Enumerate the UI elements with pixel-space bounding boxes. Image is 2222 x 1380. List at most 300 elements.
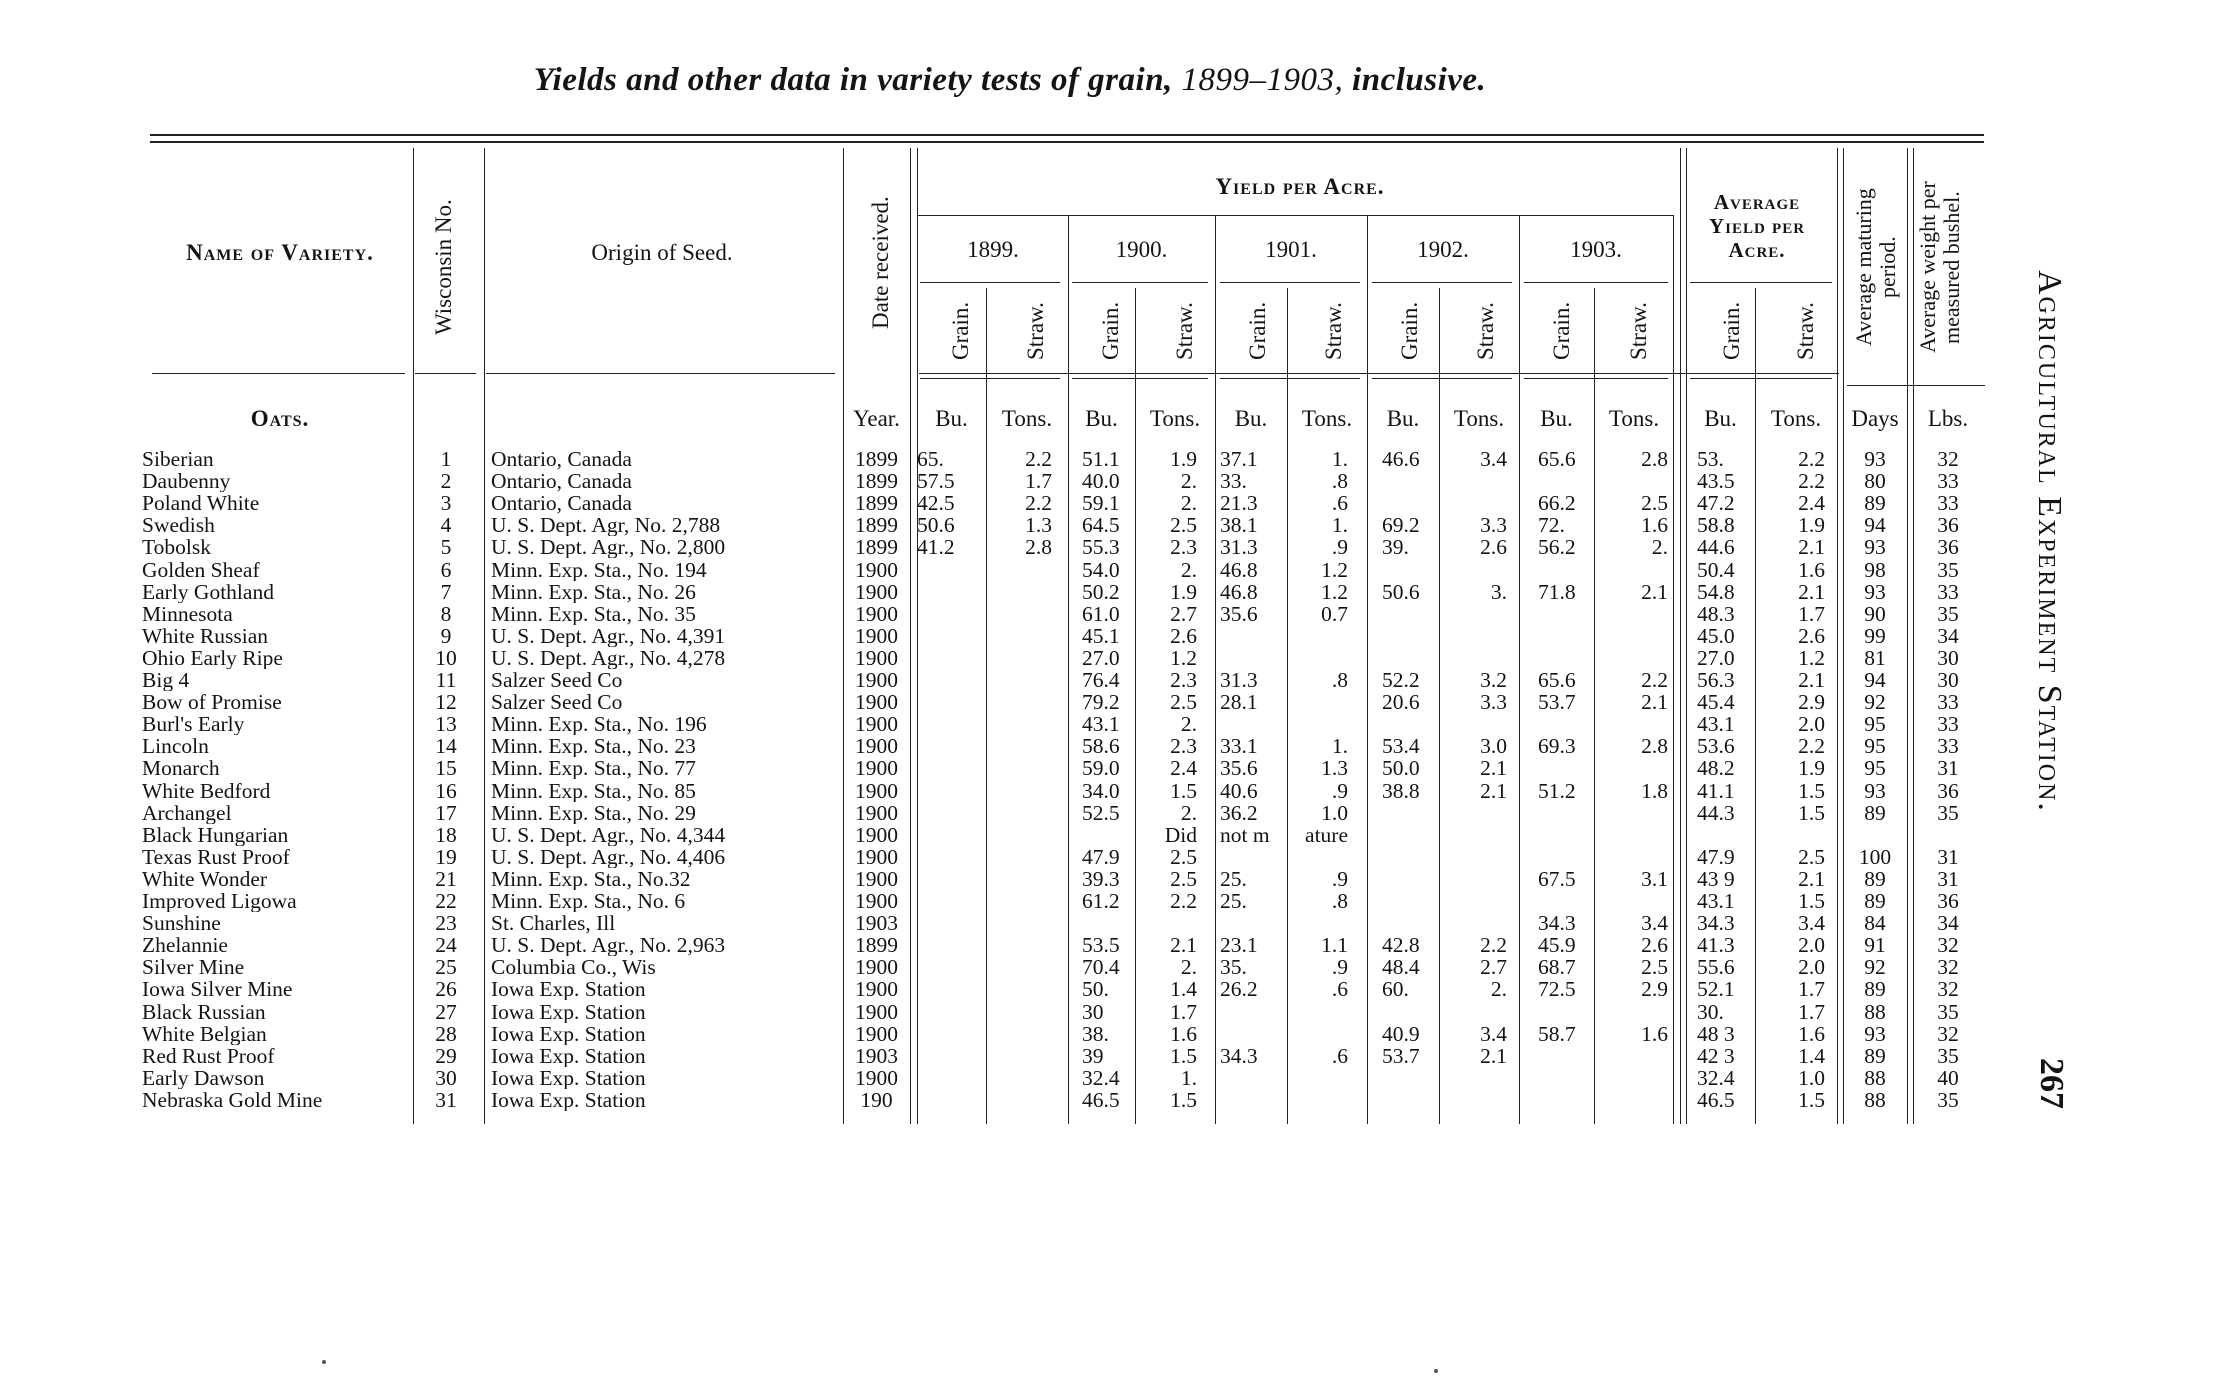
seed-origin: Minn. Exp. Sta., No. 29 [491, 801, 696, 824]
date-received: 1900 [855, 623, 898, 648]
value-cell: 59.1 [1082, 492, 1120, 515]
value-cell: 45.9 [1538, 934, 1576, 957]
seed-origin: Minn. Exp. Sta., No. 26 [491, 580, 696, 603]
value-cell: 43.1 [1082, 713, 1120, 736]
date-received: 1900 [855, 557, 898, 582]
value-cell: 93 [1864, 579, 1886, 604]
value-cell: 88 [1864, 999, 1886, 1024]
seed-origin: Ontario, Canada [491, 492, 632, 515]
variety-name: Iowa Silver Mine [142, 978, 293, 1001]
year-rule [920, 282, 1060, 283]
header-straw: Straw. [1321, 302, 1346, 360]
table-row [0, 735, 2000, 757]
wisconsin-no: 26 [435, 977, 457, 1002]
subcol-rule [1220, 378, 1360, 379]
value-cell: 41.1 [1697, 779, 1735, 802]
value-cell: 43.1 [1697, 713, 1735, 736]
value-cell: .6 [1331, 1043, 1348, 1068]
wisconsin-no: 29 [435, 1043, 457, 1068]
date-received: 1900 [855, 778, 898, 803]
wisconsin-no: 19 [435, 844, 457, 869]
value-cell: 42.5 [917, 492, 955, 515]
value-cell: 33. [1220, 470, 1247, 493]
value-cell: 1.2 [1798, 645, 1825, 670]
value-cell: 48.3 [1697, 602, 1735, 625]
table-row [0, 492, 2000, 514]
value-cell: Did [1164, 822, 1197, 847]
value-cell: 65.6 [1538, 669, 1576, 691]
value-cell: 1.6 [1641, 513, 1668, 538]
date-received: 1900 [855, 1065, 898, 1090]
value-cell: 61.2 [1082, 890, 1120, 912]
seed-origin: St. Charles, Ill [491, 912, 616, 935]
value-cell: 91 [1864, 933, 1886, 958]
value-cell: 55.3 [1082, 536, 1120, 559]
value-cell: 33 [1937, 712, 1959, 737]
variety-name: Swedish [142, 514, 215, 537]
header-grain: Grain. [1719, 301, 1744, 361]
value-cell: 94 [1864, 668, 1886, 692]
value-cell: 35 [1937, 800, 1959, 825]
table-row [0, 713, 2000, 735]
value-cell: 1.7 [1798, 601, 1825, 626]
value-cell: 81 [1864, 645, 1886, 670]
value-cell: 54.8 [1697, 580, 1735, 603]
value-cell: 2.1 [1798, 579, 1825, 604]
value-cell: 2.4 [1170, 756, 1197, 781]
value-cell: 38.8 [1382, 779, 1420, 802]
date-received: 1900 [855, 999, 898, 1024]
value-cell: not m [1220, 823, 1270, 846]
value-cell: 2.1 [1798, 535, 1825, 560]
value-cell: 53.4 [1382, 735, 1420, 758]
table-row [0, 868, 2000, 890]
value-cell: 1.5 [1170, 1043, 1197, 1068]
date-received: 1900 [855, 844, 898, 869]
header-year-1902: 1902. [1417, 237, 1469, 262]
value-cell: 40.9 [1382, 1022, 1420, 1045]
value-cell: 80 [1864, 469, 1886, 494]
value-cell: 66.2 [1538, 492, 1576, 515]
value-cell: 43.5 [1697, 470, 1735, 493]
value-cell: 88 [1864, 1087, 1886, 1112]
value-cell: 58.6 [1082, 735, 1120, 758]
subcol-rule [1690, 378, 1832, 379]
value-cell: 32 [1937, 977, 1959, 1002]
value-cell: 95 [1864, 734, 1886, 759]
value-cell: 34 [1937, 623, 1959, 648]
seed-origin: Minn. Exp. Sta., No. 23 [491, 735, 696, 758]
wisconsin-no: 24 [435, 933, 457, 958]
value-cell: 2.1 [1798, 866, 1825, 891]
value-cell: .8 [1331, 469, 1348, 494]
year-rule [1524, 282, 1668, 283]
value-cell: 40 [1937, 1065, 1959, 1090]
unit-label: Bu. [1386, 406, 1420, 431]
value-cell: 3.3 [1480, 513, 1507, 538]
table-row [0, 978, 2000, 1000]
variety-name: Early Gothland [142, 580, 274, 603]
value-cell: 95 [1864, 712, 1886, 737]
value-cell: .8 [1331, 889, 1348, 913]
value-cell: 70.4 [1082, 956, 1120, 979]
value-cell: 2.6 [1798, 623, 1825, 648]
value-cell: 95 [1864, 756, 1886, 781]
value-cell: 21.3 [1220, 492, 1258, 515]
date-received: 1899 [855, 491, 898, 516]
wisconsin-no: 22 [435, 889, 457, 913]
value-cell: 42.8 [1382, 934, 1420, 957]
value-cell: 58.8 [1697, 514, 1735, 537]
header-year-1901: 1901. [1265, 237, 1317, 262]
value-cell: 89 [1864, 866, 1886, 891]
value-cell: 27.0 [1082, 646, 1120, 669]
value-cell: 40.6 [1220, 779, 1258, 802]
variety-name: Tobolsk [142, 536, 211, 559]
value-cell: 69.3 [1538, 735, 1576, 758]
value-cell: 34.3 [1220, 1044, 1258, 1067]
value-cell: 37.1 [1220, 448, 1258, 470]
value-cell: 43 9 [1697, 867, 1735, 890]
seed-origin: Salzer Seed Co [491, 691, 623, 714]
value-cell: 1.7 [1025, 469, 1052, 494]
value-cell: 27.0 [1697, 646, 1735, 669]
value-cell: 65.6 [1538, 448, 1576, 470]
seed-origin: Iowa Exp. Station [491, 1066, 646, 1089]
section-oats: Oats. [250, 406, 310, 431]
table-row [0, 890, 2000, 912]
value-cell: 1.5 [1798, 889, 1825, 913]
table-row [0, 625, 2000, 647]
value-cell: 71.8 [1538, 580, 1576, 603]
title-years: 1899–1903, [1181, 62, 1344, 98]
value-cell: .6 [1331, 491, 1348, 516]
date-received: 1900 [855, 601, 898, 626]
seed-origin: Iowa Exp. Station [491, 1044, 646, 1067]
value-cell: 2.1 [1480, 1043, 1507, 1068]
value-cell: 35. [1220, 956, 1247, 979]
variety-name: Big 4 [142, 669, 190, 691]
value-cell: 89 [1864, 800, 1886, 825]
unit-label: Days [1851, 406, 1899, 431]
header-weight: Average weight per measured bushel. [1915, 181, 1965, 354]
value-cell: 2.9 [1641, 977, 1668, 1002]
unit-label: Tons. [1149, 406, 1201, 431]
value-cell: 32 [1937, 933, 1959, 958]
value-cell: 39 [1082, 1044, 1104, 1067]
value-cell: 46.5 [1697, 1088, 1735, 1111]
value-cell: 2.3 [1170, 734, 1197, 759]
value-cell: 65. [917, 448, 944, 470]
date-received: 1900 [855, 866, 898, 891]
table-row [0, 1089, 2000, 1111]
subcol-rule [920, 378, 1060, 379]
value-cell: 2.5 [1170, 690, 1197, 715]
header-grain: Grain. [1098, 301, 1123, 361]
value-cell: 2.2 [1798, 469, 1825, 494]
value-cell: 93 [1864, 778, 1886, 803]
wisconsin-no: 4 [440, 513, 452, 538]
value-cell: 33 [1937, 579, 1959, 604]
value-cell: 54.0 [1082, 558, 1120, 581]
value-cell: 35 [1937, 999, 1959, 1024]
value-cell: 36 [1937, 778, 1959, 803]
date-received: 1900 [855, 690, 898, 715]
value-cell: 50.6 [1382, 580, 1420, 603]
header-rule [486, 373, 835, 374]
value-cell: 99 [1864, 623, 1886, 648]
unit-label: Lbs. [1927, 406, 1969, 431]
value-cell: 1.9 [1170, 447, 1197, 471]
value-cell: 1.5 [1798, 778, 1825, 803]
value-cell: 51.2 [1538, 779, 1576, 802]
wisconsin-no: 31 [435, 1087, 457, 1112]
value-cell: 89 [1864, 977, 1886, 1002]
wisconsin-no: 27 [435, 999, 457, 1024]
value-cell: 31 [1937, 844, 1959, 869]
value-cell: 53.7 [1382, 1044, 1420, 1067]
year-rule [1220, 282, 1360, 283]
value-cell: 3.4 [1641, 911, 1668, 936]
value-cell: 2.2 [1025, 447, 1052, 471]
value-cell: 55.6 [1697, 956, 1735, 979]
date-received: 1900 [855, 712, 898, 737]
unit-label: Year. [853, 406, 900, 431]
unit-label: Tons. [1301, 406, 1353, 431]
page-title [0, 62, 2020, 99]
value-cell: 3.4 [1480, 1021, 1507, 1046]
header-year-1903: 1903. [1570, 237, 1622, 262]
value-cell: 31.3 [1220, 536, 1258, 559]
wisconsin-no: 13 [435, 712, 457, 737]
value-cell: 2.5 [1170, 844, 1197, 869]
value-cell: 34.0 [1082, 779, 1120, 802]
value-cell: 32 [1937, 447, 1959, 471]
value-cell: 2.1 [1170, 933, 1197, 958]
value-cell: 45.0 [1697, 624, 1735, 647]
variety-name: Archangel [142, 801, 232, 824]
value-cell: 33.1 [1220, 735, 1258, 758]
page-number: 267 [2033, 1058, 2070, 1109]
value-cell: 2.2 [1480, 933, 1507, 958]
value-cell: 57.5 [917, 470, 955, 493]
seed-origin: U. S. Dept. Agr., No. 4,278 [491, 646, 726, 669]
value-cell: 46.5 [1082, 1088, 1120, 1111]
unit-label: Bu. [1540, 406, 1573, 431]
value-cell: 28.1 [1220, 691, 1258, 714]
seed-origin: U. S. Dept. Agr., No. 2,963 [491, 934, 726, 957]
value-cell: 2.0 [1798, 712, 1825, 737]
top-rule-2 [150, 141, 1984, 143]
value-cell: 41.2 [917, 536, 955, 559]
value-cell: 1.9 [1170, 579, 1197, 604]
table-row [0, 1045, 2000, 1067]
value-cell: 2.1 [1480, 778, 1507, 803]
variety-name: Burl's Early [142, 713, 245, 736]
table-row [0, 559, 2000, 581]
table-row [0, 448, 2000, 470]
value-cell: 93 [1864, 535, 1886, 560]
value-cell: 2.2 [1025, 491, 1052, 516]
value-cell: 26.2 [1220, 978, 1258, 1001]
value-cell: 32.4 [1697, 1066, 1735, 1089]
variety-name: Daubenny [142, 470, 231, 493]
value-cell: .6 [1331, 977, 1348, 1002]
wisconsin-no: 10 [435, 645, 457, 670]
value-cell: 1.2 [1321, 557, 1348, 582]
header-rule [152, 373, 405, 374]
title-tail: inclusive. [1352, 62, 1487, 98]
header-variety: Name of Variety. [186, 240, 374, 265]
wisconsin-no: 11 [435, 668, 457, 692]
value-cell: 58.7 [1538, 1022, 1576, 1045]
table-row [0, 824, 2000, 846]
value-cell: 32 [1937, 1021, 1959, 1046]
header-average-yield: Average Yield per Acre. [1708, 190, 1806, 263]
variety-name: Silver Mine [142, 956, 245, 979]
value-cell: 2. [1651, 535, 1668, 560]
value-cell: 1.6 [1170, 1021, 1197, 1046]
value-cell: 46.8 [1220, 580, 1258, 603]
value-cell: 2.8 [1641, 734, 1668, 759]
header-grain: Grain. [1245, 301, 1270, 361]
table-row [0, 1023, 2000, 1045]
header-rule [415, 373, 476, 374]
value-cell: 2.0 [1798, 955, 1825, 980]
value-cell: 31.3 [1220, 669, 1258, 691]
value-cell: 68.7 [1538, 956, 1576, 979]
variety-name: Lincoln [142, 735, 209, 758]
value-cell: 32.4 [1082, 1066, 1120, 1089]
value-cell: 88 [1864, 1065, 1886, 1090]
wisconsin-no: 14 [435, 734, 457, 759]
value-cell: 1. [1331, 447, 1348, 471]
value-cell: 1.8 [1641, 778, 1668, 803]
table-row [0, 912, 2000, 934]
wisconsin-no: 5 [440, 535, 452, 560]
value-cell: 52.1 [1697, 978, 1735, 1001]
value-cell: 2.5 [1641, 955, 1668, 980]
value-cell: 1.7 [1170, 999, 1197, 1024]
seed-origin: Columbia Co., Wis [491, 956, 656, 979]
value-cell: 2.8 [1641, 447, 1668, 471]
value-cell: 89 [1864, 491, 1886, 516]
wisconsin-no: 1 [440, 447, 452, 471]
value-cell: 98 [1864, 557, 1886, 582]
variety-name: Minnesota [142, 602, 233, 625]
value-cell: 2.7 [1480, 955, 1507, 980]
value-cell: 2.9 [1798, 690, 1825, 715]
value-cell: 35 [1937, 557, 1959, 582]
value-cell: 20.6 [1382, 691, 1420, 714]
header-straw: Straw. [1171, 302, 1197, 360]
date-received: 1899 [855, 933, 898, 958]
value-cell: 2.2 [1798, 447, 1825, 471]
value-cell: 47.9 [1697, 845, 1735, 868]
value-cell: 3.1 [1641, 866, 1668, 891]
date-received: 1899 [855, 469, 898, 494]
date-received: 1900 [855, 579, 898, 604]
seed-origin: Salzer Seed Co [491, 669, 623, 691]
value-cell: 2.2 [1641, 668, 1668, 692]
wisconsin-no: 18 [435, 822, 457, 847]
value-cell: 1.7 [1798, 977, 1825, 1002]
speck [322, 1360, 326, 1364]
date-received: 1900 [855, 822, 898, 847]
yield-rule [918, 215, 1673, 216]
date-received: 1899 [855, 513, 898, 538]
seed-origin: Iowa Exp. Station [491, 978, 646, 1001]
value-cell: 53.7 [1538, 691, 1576, 714]
table-row [0, 691, 2000, 713]
value-cell: 36 [1937, 535, 1959, 560]
wisconsin-no: 25 [435, 955, 457, 980]
header-origin: Origin of Seed. [591, 240, 733, 265]
date-received: 1900 [855, 800, 898, 825]
unit-label: Bu. [935, 406, 968, 431]
value-cell: 2. [1180, 800, 1197, 825]
value-cell: 51.1 [1082, 448, 1120, 470]
value-cell: 36 [1937, 513, 1959, 538]
value-cell: .9 [1331, 778, 1348, 803]
value-cell: 89 [1864, 1043, 1886, 1068]
value-cell: 1.2 [1170, 645, 1197, 670]
table-row [0, 1067, 2000, 1089]
seed-origin: Minn. Exp. Sta., No. 85 [491, 779, 696, 802]
variety-name: Improved Ligowa [142, 890, 297, 912]
value-cell: 44.6 [1697, 536, 1735, 559]
value-cell: .8 [1331, 668, 1348, 692]
variety-name: Sunshine [142, 912, 221, 935]
value-cell: 0.7 [1321, 601, 1348, 626]
value-cell: 35.6 [1220, 757, 1258, 780]
variety-name: Bow of Promise [142, 691, 282, 714]
value-cell: 35.6 [1220, 602, 1258, 625]
value-cell: 38.1 [1220, 514, 1258, 537]
value-cell: 1.5 [1798, 800, 1825, 825]
value-cell: 90 [1864, 601, 1886, 626]
variety-name: Texas Rust Proof [142, 845, 290, 868]
table-row [0, 802, 2000, 824]
value-cell: 45.4 [1697, 691, 1735, 714]
value-cell: 1.9 [1798, 513, 1825, 538]
subcol-rule [1372, 378, 1512, 379]
table-row [0, 669, 2000, 691]
header-straw: Straw. [1023, 302, 1048, 360]
value-cell: .9 [1331, 866, 1348, 891]
value-cell: 1.0 [1321, 800, 1348, 825]
wisconsin-no: 23 [435, 911, 457, 936]
unit-label: Tons. [1453, 406, 1505, 431]
value-cell: 69.2 [1382, 514, 1420, 537]
value-cell: 34.3 [1538, 912, 1576, 935]
variety-name: Nebraska Gold Mine [142, 1088, 323, 1111]
value-cell: 46.6 [1382, 448, 1420, 470]
value-cell: 33 [1937, 491, 1959, 516]
value-cell: 25. [1220, 890, 1247, 912]
value-cell: 2.3 [1170, 535, 1197, 560]
subcol-rule [1072, 378, 1208, 379]
variety-name: Siberian [142, 448, 214, 470]
variety-name: White Russian [142, 624, 268, 647]
value-cell: 1. [1331, 734, 1348, 759]
date-received: 1900 [855, 668, 898, 692]
value-cell: 1.2 [1321, 579, 1348, 604]
value-cell: 94 [1864, 513, 1886, 538]
wisconsin-no: 17 [435, 800, 457, 825]
seed-origin: Iowa Exp. Station [491, 1022, 646, 1045]
value-cell: 35 [1937, 1043, 1959, 1068]
